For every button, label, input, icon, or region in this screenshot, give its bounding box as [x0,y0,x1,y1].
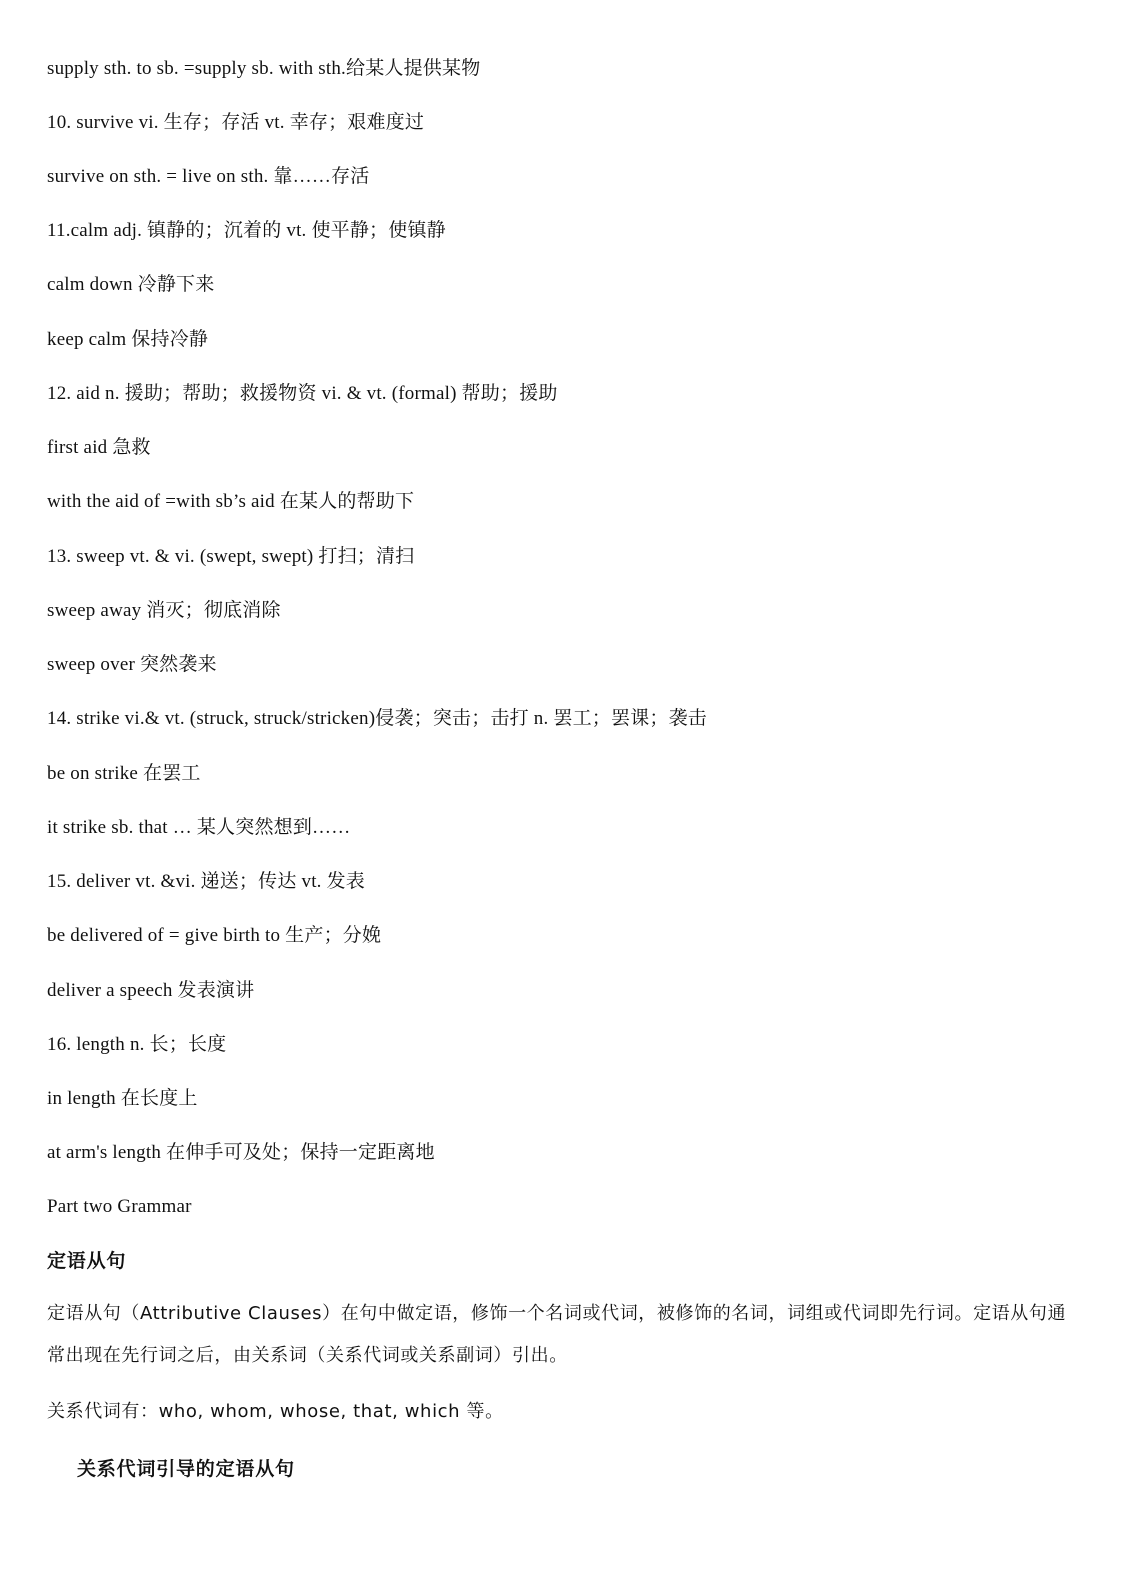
attributive-clause-paragraph: 定语从句（Attributive Clauses）在句中做定语，修饰一个名词或代词，被修饰的名词，词组或代词即先行词。定语从句通常出现在先行词之后，由关系词（关系代词或关系副词）引出。 [47,1303,1067,1366]
vocab-line-supply: supply sth. to sb. =supply sb. with sth.给某人提供某物 [47,58,481,79]
section-heading: 定语从句 [47,1250,127,1272]
vocab-line-sweep-away: sweep away 消灭；彻底消除 [47,600,281,621]
vocab-line-deliver-speech: deliver a speech 发表演讲 [47,980,255,1001]
vocab-line-length: 16. length n. 长；长度 [47,1034,227,1055]
vocab-line-sweep-over: sweep over 突然袭来 [47,654,217,675]
vocab-line-deliver: 15. deliver vt. &vi. 递送；传达 vt. 发表 [47,871,365,892]
vocab-line-keep-calm: keep calm 保持冷静 [47,329,209,350]
relative-pronoun-list: 关系代词有：who, whom, whose, that, which 等。 [47,1401,504,1422]
vocab-line-sweep: 13. sweep vt. & vi. (swept, swept) 打扫；清扫 [47,546,415,567]
vocab-line-it-strike: it strike sb. that … 某人突然想到…… [47,817,351,838]
vocab-line-in-length: in length 在长度上 [47,1088,198,1109]
part-two-title: Part two Grammar [47,1196,192,1217]
sub-heading: 关系代词引导的定语从句 [77,1458,295,1480]
vocab-line-aid: 12. aid n. 援助；帮助；救援物资 vi. & vt. (formal) 帮助；援助 [47,383,558,404]
vocab-line-survive: 10. survive vi. 生存；存活 vt. 幸存；艰难度过 [47,112,425,133]
vocab-line-first-aid: first aid 急救 [47,437,151,458]
vocab-line-strike: 14. strike vi.& vt. (struck, struck/stricken)侵袭；突击；击打 n. 罢工；罢课；袭击 [47,708,707,729]
vocab-line-on-strike: be on strike 在罢工 [47,763,201,784]
vocab-line-with-aid: with the aid of =with sb’s aid 在某人的帮助下 [47,491,415,512]
vocab-line-calm: 11.calm adj. 镇静的；沉着的 vt. 使平静；使镇静 [47,220,446,241]
vocab-line-arms-length: at arm's length 在伸手可及处；保持一定距离地 [47,1142,435,1163]
vocab-line-delivered-of: be delivered of = give birth to 生产；分娩 [47,925,382,946]
vocab-line-survive-on: survive on sth. = live on sth. 靠……存活 [47,166,370,187]
vocab-line-calm-down: calm down 冷静下来 [47,274,215,295]
